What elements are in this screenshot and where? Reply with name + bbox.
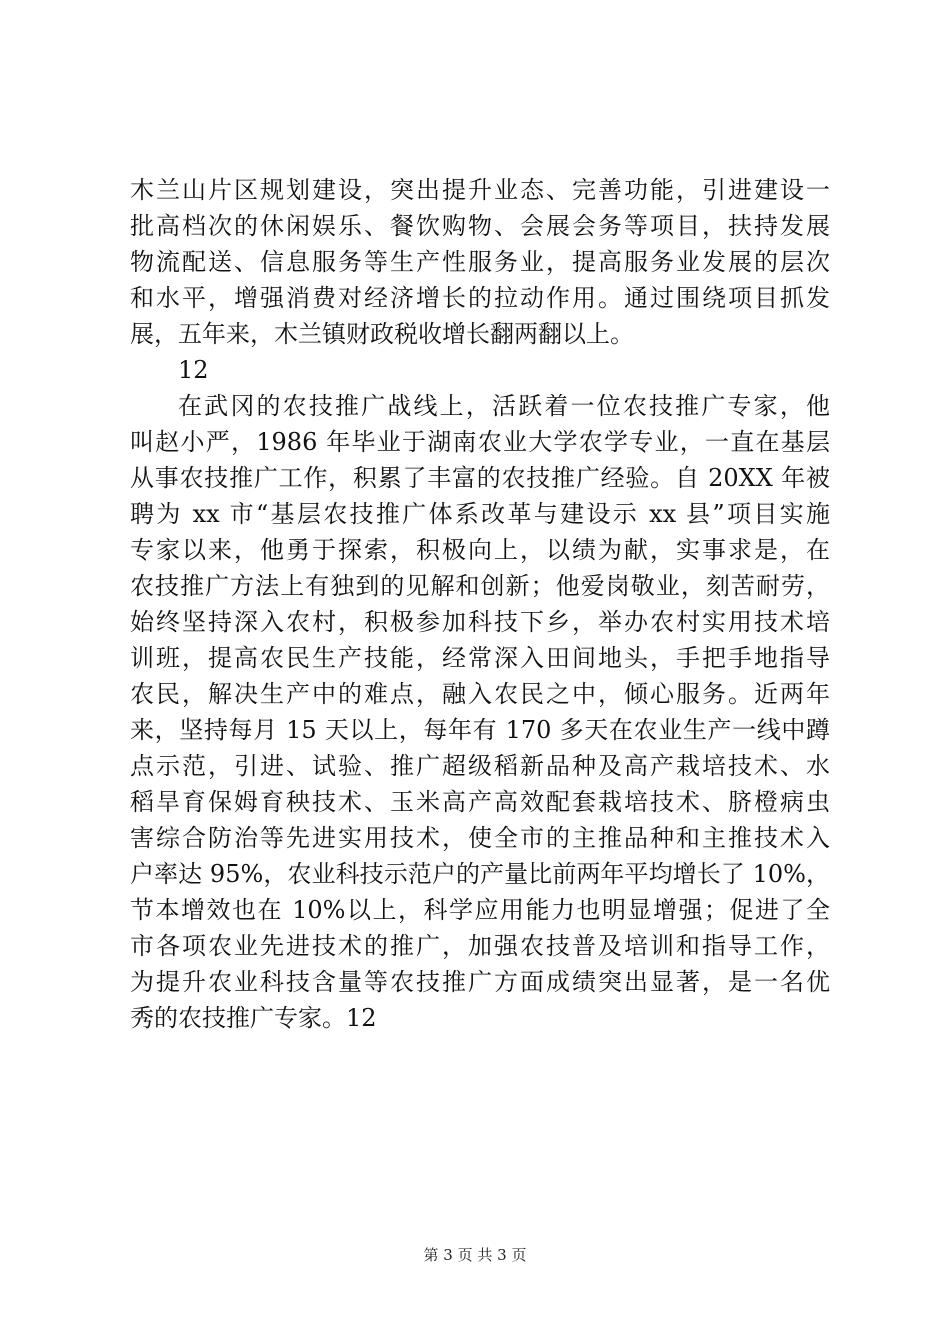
text-line: 市各项农业先进技术的推广，加强农技普及培训和指导工作，: [130, 932, 830, 960]
text-line: 户率达 95%，农业科技示范户的产量比前两年平均增长了 10%，: [130, 860, 830, 888]
text-line: 和水平，增强消费对经济增长的拉动作用。通过围绕项目抓发: [130, 284, 830, 312]
text-line: 秀的农技推广专家。12: [130, 1004, 377, 1032]
text-line: 来，坚持每月 15 天以上，每年有 170 多天在农业生产一线中蹲: [130, 716, 830, 744]
text-line: 点示范，引进、试验、推广超级稻新品种及高产栽培技术、水: [130, 752, 830, 780]
text-line: 害综合防治等先进实用技术，使全市的主推品种和主推技术入: [130, 824, 830, 852]
paragraph-2: [130, 388, 830, 1036]
text-line: 节本增效也在 10%以上，科学应用能力也明显增强；促进了全: [130, 896, 830, 924]
text-line: 展，五年来，木兰镇财政税收增长翻两翻以上。: [130, 320, 634, 348]
section-number: 12: [178, 356, 209, 384]
page-footer: [0, 1245, 950, 1265]
paragraph-1: [130, 172, 830, 352]
text-line: 训班，提高农民生产技能，经常深入田间地头，手把手地指导: [130, 644, 830, 672]
text-line: 批高档次的休闲娱乐、餐饮购物、会展会务等项目，扶持发展: [130, 212, 830, 240]
text-line: 聘为 xx 市“基层农技推广体系改革与建设示 xx 县”项目实施: [130, 500, 830, 528]
text-line: 稻旱育保姆育秧技术、玉米高产高效配套栽培技术、脐橙病虫: [130, 788, 830, 816]
text-line: 为提升农业科技含量等农技推广方面成绩突出显著，是一名优: [130, 968, 830, 996]
text-line: 农技推广方法上有独到的见解和创新；他爱岗敬业，刻苦耐劳，: [130, 572, 830, 600]
text-line: 专家以来，他勇于探索，积极向上，以绩为献，实事求是，在: [130, 536, 830, 564]
text-line: 始终坚持深入农村，积极参加科技下乡，举办农村实用技术培: [130, 608, 830, 636]
text-line: 叫赵小严，1986 年毕业于湖南农业大学农学专业，一直在基层: [130, 428, 830, 456]
text-line: 木兰山片区规划建设，突出提升业态、完善功能，引进建设一: [130, 176, 830, 204]
text-line: 从事农技推广工作，积累了丰富的农技推广经验。自 20XX 年被: [130, 464, 830, 492]
document-body: [130, 172, 830, 1036]
text-line: 农民，解决生产中的难点，融入农民之中，倾心服务。近两年: [130, 680, 830, 708]
text-line: 在武冈的农技推广战线上，活跃着一位农技推广专家，他: [178, 392, 830, 420]
text-line: 物流配送、信息服务等生产性服务业，提高服务业发展的层次: [130, 248, 830, 276]
page-number-label: 第 3 页 共 3 页: [423, 1246, 527, 1264]
